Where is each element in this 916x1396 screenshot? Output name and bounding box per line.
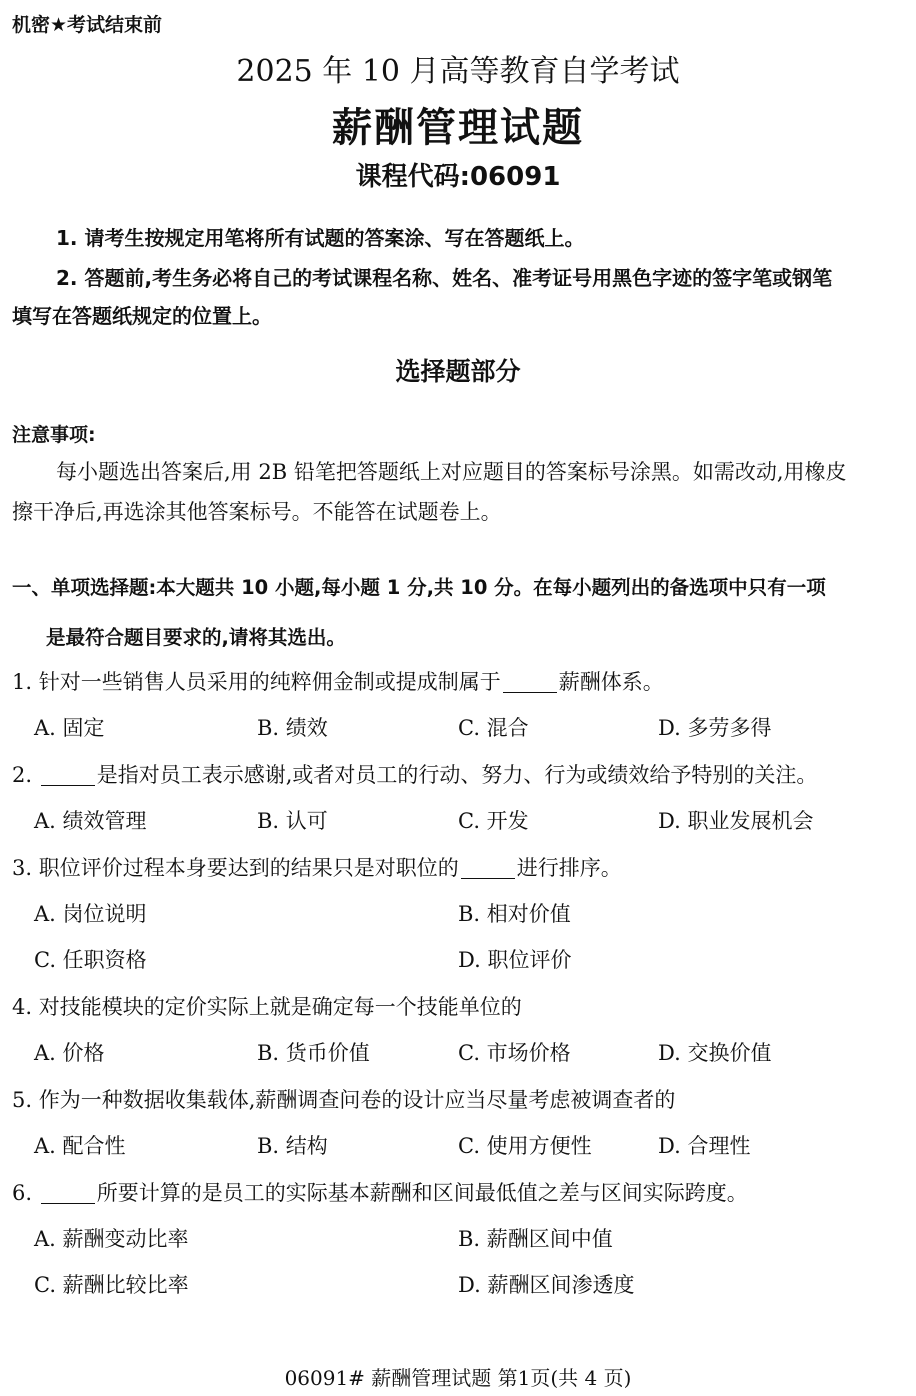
page-footer: 06091# 薪酬管理试题 第1页(共 4 页)	[284, 1366, 632, 1390]
question-4-option-a: A. 价格	[34, 1041, 105, 1065]
question-6-option-a: A. 薪酬变动比率	[34, 1227, 189, 1251]
section-title: 选择题部分	[395, 357, 521, 386]
instruction-1: 1. 请考生按规定用笔将所有试题的答案涂、写在答题纸上。	[56, 226, 585, 250]
question-1-stem-end: 薪酬体系。	[558, 670, 664, 694]
question-1-stem: 1. 针对一些销售人员采用的纯粹佣金制或提成制属于	[12, 670, 501, 694]
question-2-stem-end: 是指对员工表示感谢,或者对员工的行动、努力、行为或绩效给予特别的关注。	[96, 763, 818, 787]
question-5: 5. 作为一种数据收集载体,薪酬调查问卷的设计应当尽量考虑被调查者的	[12, 1088, 676, 1112]
question-1-option-b: B. 绩效	[257, 716, 328, 740]
question-5-option-d: D. 合理性	[658, 1134, 751, 1158]
question-2-option-c: C. 开发	[458, 809, 529, 833]
part-heading-line-2: 是最符合题目要求的,请将其选出。	[46, 626, 346, 649]
question-3-stem: 3. 职位评价过程本身要达到的结果只是对职位的	[12, 856, 459, 880]
question-3-option-c: C. 任职资格	[34, 948, 147, 972]
question-2-stem: 2.	[12, 763, 39, 787]
question-6	[12, 1177, 748, 1207]
question-4-option-c: C. 市场价格	[458, 1041, 571, 1065]
question-6-stem-end: 所要计算的是员工的实际基本薪酬和区间最低值之差与区间实际跨度。	[96, 1181, 748, 1205]
instruction-2-line-1: 2. 答题前,考生务必将自己的考试课程名称、姓名、准考证号用黑色字迹的签字笔或钢笔	[56, 266, 833, 290]
confidential-mark: 机密★考试结束前	[12, 14, 163, 36]
question-6-stem: 6.	[12, 1181, 39, 1205]
question-1-option-d: D. 多劳多得	[658, 716, 772, 740]
question-2	[12, 759, 817, 789]
answer-blank	[41, 764, 95, 786]
answer-blank	[41, 1182, 95, 1204]
answer-blank	[503, 671, 557, 693]
question-4-option-b: B. 货币价值	[257, 1041, 370, 1065]
notes-line-2: 擦干净后,再选涂其他答案标号。不能答在试题卷上。	[12, 500, 502, 524]
question-5-option-c: C. 使用方便性	[458, 1134, 592, 1158]
notes-label: 注意事项:	[12, 424, 96, 446]
question-6-option-c: C. 薪酬比较比率	[34, 1273, 189, 1297]
question-3-option-a: A. 岗位说明	[34, 902, 147, 926]
instruction-2-line-2: 填写在答题纸规定的位置上。	[12, 304, 272, 328]
paper-title: 薪酬管理试题	[332, 105, 584, 151]
question-1-option-a: A. 固定	[34, 716, 105, 740]
notes-line-1: 每小题选出答案后,用 2B 铅笔把答题纸上对应题目的答案标号涂黑。如需改动,用橡皮	[56, 460, 847, 484]
question-3-option-b: B. 相对价值	[458, 902, 571, 926]
question-1-option-c: C. 混合	[458, 716, 529, 740]
exam-title: 2025 年 10 月高等教育自学考试	[236, 54, 680, 89]
question-3-stem-end: 进行排序。	[516, 856, 622, 880]
question-3-option-d: D. 职位评价	[458, 948, 572, 972]
question-4-option-d: D. 交换价值	[658, 1041, 772, 1065]
question-2-option-d: D. 职业发展机会	[658, 809, 814, 833]
course-code: 课程代码:06091	[355, 162, 561, 192]
question-6-option-d: D. 薪酬区间渗透度	[458, 1273, 635, 1297]
question-2-option-a: A. 绩效管理	[34, 809, 147, 833]
question-1	[12, 666, 664, 696]
question-2-option-b: B. 认可	[257, 809, 328, 833]
question-5-option-a: A. 配合性	[34, 1134, 126, 1158]
answer-blank	[461, 857, 515, 879]
part-heading-line-1: 一、单项选择题:本大题共 10 小题,每小题 1 分,共 10 分。在每小题列出的备选项中只有一项	[12, 576, 826, 599]
question-6-option-b: B. 薪酬区间中值	[458, 1227, 613, 1251]
question-3	[12, 852, 622, 882]
question-4: 4. 对技能模块的定价实际上就是确定每一个技能单位的	[12, 995, 522, 1019]
question-5-option-b: B. 结构	[257, 1134, 328, 1158]
